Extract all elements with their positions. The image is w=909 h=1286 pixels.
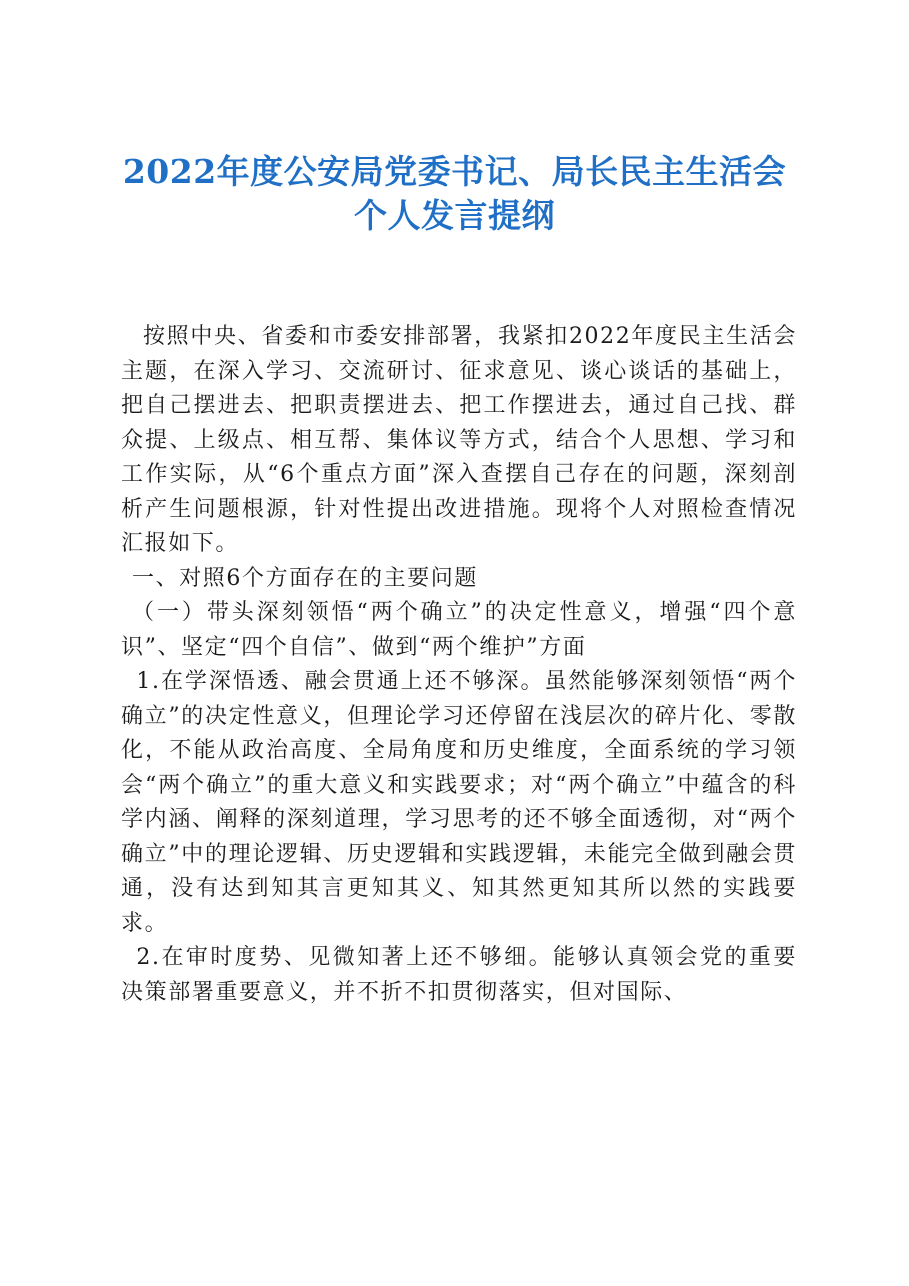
title-line-1: 2022年度公安局党委书记、局长民主生活会 xyxy=(122,152,787,191)
title-line-2: 个人发言提纲 xyxy=(354,196,555,235)
intro-paragraph: 按照中央、省委和市委安排部署，我紧扣2022年度民主生活会主题，在深入学习、交流研讨、征求意见、谈心谈话的基础上，把自己摆进去、把职责摆进去、把工作摆进去，通过自己找、群众提、上级点、相互帮、集体议等方式，结合个人思想、学习和工作实际，从“6个重点方面”深入查摆自己存在的问题，深刻剖析产生问题根源，针对性提出改进措施。现将个人对照检查情况汇报如下。 xyxy=(121,324,797,556)
item-paragraph-1: 1.在学深悟透、融会贯通上还不够深。虽然能够深刻领悟“两个确立”的决定性意义，但理论学习还停留在浅层次的碎片化、零散化，不能从政治高度、全局角度和历史维度，全面系统的学习领会“两个确立”的重大意义和实践要求；对“两个确立”中蕴含的科学内涵、阐释的深刻道理，学习思考的还不够全面透彻，对“两个确立”中的理论逻辑、历史逻辑和实践逻辑，未能完全做到融会贯通，没有达到知其言更知其义、知其然更知其所以然的实践要求。 xyxy=(121,669,797,936)
item-paragraph-2: 2.在审时度势、见微知著上还不够细。能够认真领会党的重要决策部署重要意义，并不折不扣贯彻落实，但对国际、 xyxy=(121,945,797,1005)
document-body xyxy=(121,320,797,1010)
section-heading: 一、对照6个方面存在的主要问题 xyxy=(132,565,478,591)
subsection-heading: （一）带头深刻领悟“两个确立”的决定性意义，增强“四个意识”、坚定“四个自信”、做到“两个维护”方面 xyxy=(121,600,797,660)
document-title xyxy=(40,150,869,238)
